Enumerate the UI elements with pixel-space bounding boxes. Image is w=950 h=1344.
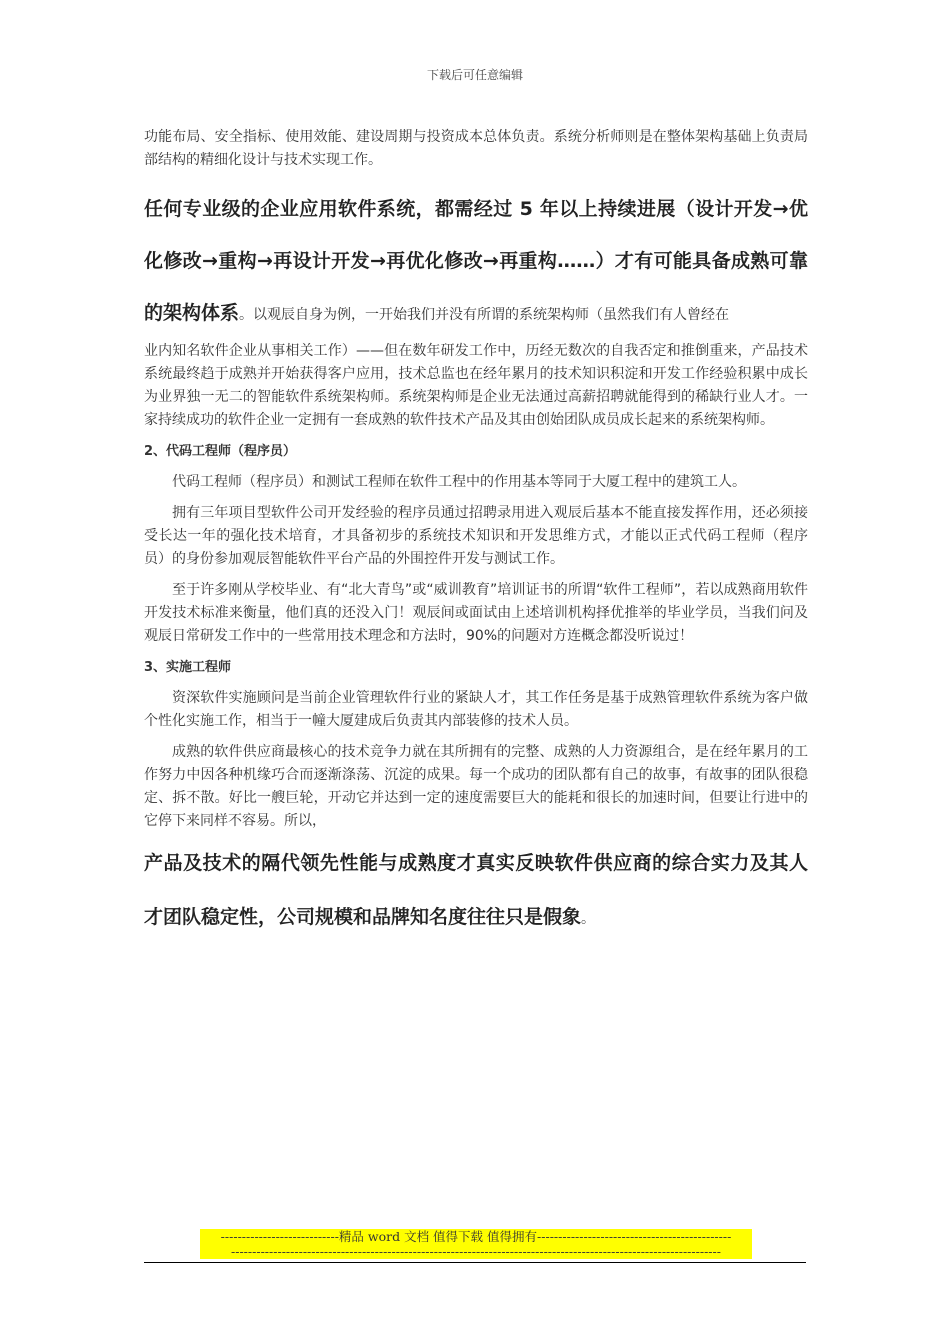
paragraph-7-emphasis — [144, 837, 808, 945]
paragraph-7 — [144, 741, 808, 833]
paragraph-3: 代码工程师（程序员）和测试工程师在软件工程中的作用基本等同于大厦工程中的建筑工人。 — [172, 474, 746, 490]
footer-rule — [144, 1262, 806, 1263]
paragraph-7-end: 。 — [581, 911, 596, 927]
footer-banner-line-2: -------------------------------------------------------------------------------------------------------------------- — [200, 1244, 752, 1259]
page-footer — [200, 1229, 752, 1259]
paragraph-5: 至于许多刚从学校毕业、有“北大青鸟”或“威训教育”培训证书的所谓“软件工程师”，若以成熟商用软件开发技术标准来衡量，他们真的还没入门！观辰间或面试由上述培训机构择优推举的毕业学员，当我们问及观辰日常研发工作中的一些常用技术理念和方法时，90%的问题对方连概念都没听说过！ — [144, 582, 808, 644]
section-heading-3: 3、实施工程师 — [144, 660, 232, 675]
footer-banner-line-1: ----------------------------精品 word 文档 值得下载 值得拥有---------------------------------------------- — [200, 1229, 752, 1244]
paragraph-6: 资深软件实施顾问是当前企业管理软件行业的紧缺人才，其工作任务是基于成熟管理软件系统为客户做个性化实施工作，相当于一幢大厦建成后负责其内部装修的技术人员。 — [144, 690, 808, 729]
paragraph-2-continuation: 。以观辰自身为例，一开始我们并没有所谓的系统架构师（虽然我们有人曾经在 — [239, 307, 730, 323]
document-body — [144, 126, 808, 945]
emphasis-text: 任何专业级的企业应用软件系统，都需经过 5 年以上持续进展（设计开发→优化修改→重构→再设计开发→再优化修改→再重构……）才有可能具备成熟可靠的架构体系 — [144, 198, 808, 324]
paragraph-1: 功能布局、安全指标、使用效能、建设周期与投资成本总体负责。系统分析师则是在整体架构基础上负责局部结构的精细化设计与技术实现工作。 — [144, 129, 808, 168]
paragraph-2-rest: 业内知名软件企业从事相关工作）——但在数年研发工作中，历经无数次的自我否定和推倒重来，产品技术系统最终趋于成熟并开始获得客户应用，技术总监也在经年累月的技术知识积淀和开发工作经验积累中成长为业界独一无二的智能软件系统架构师。系统架构师是企业无法通过高薪招聘就能得到的稀缺行业人才。一家持续成功的软件企业一定拥有一套成熟的软件技术产品及其由创始团队成员成长起来的系统架构师。 — [144, 343, 808, 428]
paragraph-2 — [144, 184, 808, 340]
paragraph-4: 拥有三年项目型软件公司开发经验的程序员通过招聘录用进入观辰后基本不能直接发挥作用，还必须接受长达一年的强化技术培育，才具备初步的系统技术知识和开发思维方式，才能以正式代码工程师（程序员）的身份参加观辰智能软件平台产品的外围控件开发与测试工作。 — [144, 505, 808, 567]
emphasis-text-2: 产品及技术的隔代领先性能与成熟度才真实反映软件供应商的综合实力及其人才团队稳定性，公司规模和品牌知名度往往只是假象 — [144, 852, 808, 928]
section-heading-2: 2、代码工程师（程序员） — [144, 444, 297, 459]
page-header: 下载后可任意编辑 — [426, 68, 523, 82]
paragraph-7-text: 成熟的软件供应商最核心的技术竞争力就在其所拥有的完整、成熟的人力资源组合，是在经年累月的工作努力中因各种机缘巧合而逐渐涤荡、沉淀的成果。每一个成功的团队都有自己的故事，有故事的团队很稳定、拆不散。好比一艘巨轮，开动它并达到一定的速度需要巨大的能耗和很长的加速时间，但要让行进中的它停下来同样不容易。所以， — [144, 744, 808, 829]
